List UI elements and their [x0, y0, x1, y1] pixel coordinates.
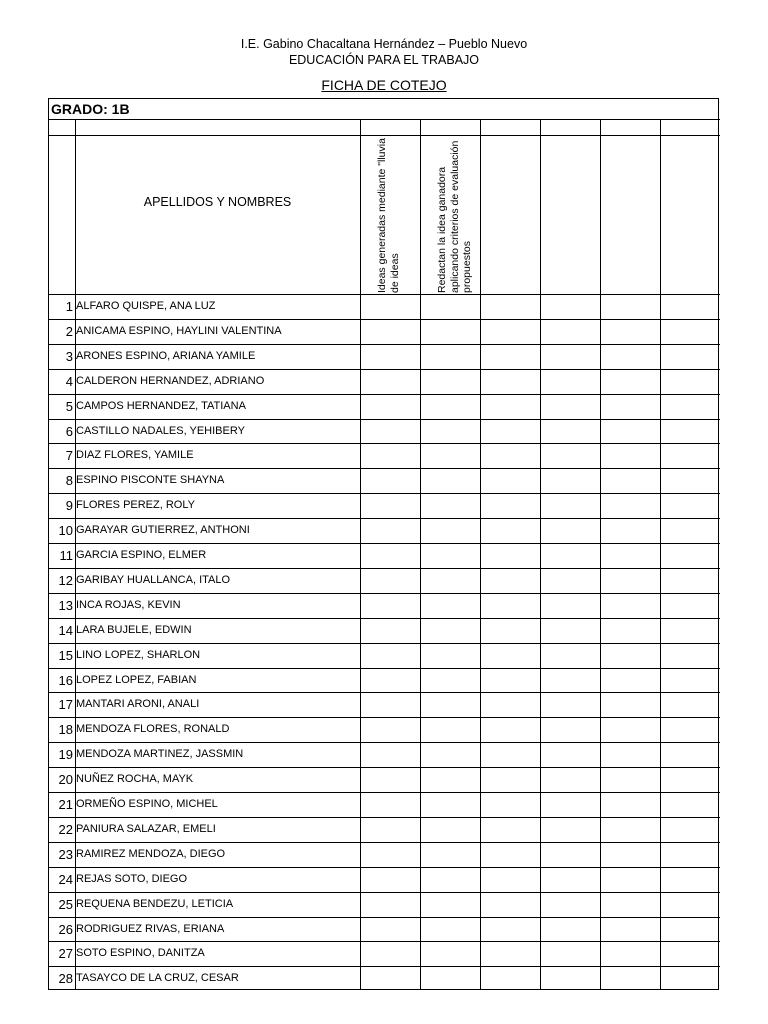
column-divider [600, 119, 601, 989]
student-name: FLORES PEREZ, ROLY [76, 499, 195, 512]
student-name: LOPEZ LOPEZ, FABIAN [76, 673, 197, 686]
student-name: MENDOZA FLORES, RONALD [76, 723, 230, 736]
row-number: 9 [65, 498, 73, 514]
grid-line [49, 119, 720, 120]
row-divider [49, 792, 720, 793]
row-divider [49, 842, 720, 843]
row-divider [49, 668, 720, 669]
criterion-text: Ideas generadas mediante "lluvia de ideas [376, 138, 401, 293]
row-divider [49, 369, 720, 370]
names-column-header: APELLIDOS Y NOMBRES [143, 195, 292, 209]
row-number: 5 [65, 398, 73, 414]
row-divider [49, 867, 720, 868]
row-divider [49, 493, 720, 494]
row-divider [49, 543, 720, 544]
row-divider [49, 692, 720, 693]
row-divider [49, 917, 720, 918]
student-name: REQUENA BENDEZU, LETICIA [76, 897, 234, 910]
criterion-header-2 [436, 137, 480, 293]
row-divider [49, 394, 720, 395]
row-divider [49, 344, 720, 345]
row-number: 8 [65, 473, 73, 489]
row-number: 26 [58, 921, 73, 937]
row-divider [49, 643, 720, 644]
column-divider [360, 119, 361, 989]
grid-line [49, 135, 720, 136]
student-name: ANICAMA ESPINO, HAYLINI VALENTINA [76, 324, 282, 337]
student-name: INCA ROJAS, KEVIN [76, 598, 181, 611]
row-divider [49, 941, 720, 942]
row-divider [49, 767, 720, 768]
student-name: SOTO ESPINO, DANITZA [76, 947, 205, 960]
criterion-header-4 [556, 137, 600, 293]
column-divider [480, 119, 481, 989]
row-number: 17 [58, 697, 73, 713]
column-divider [660, 119, 661, 989]
row-number: 21 [58, 797, 73, 812]
row-number: 1 [65, 299, 73, 314]
column-divider [420, 119, 421, 989]
student-name: TASAYCO DE LA CRUZ, CESAR [76, 972, 239, 985]
row-divider [49, 742, 720, 743]
student-name: RAMIREZ MENDOZA, DIEGO [76, 847, 226, 860]
criterion-header-3 [496, 137, 540, 293]
student-name: ESPINO PISCONTE SHAYNA [76, 474, 225, 487]
student-name: GARAYAR GUTIERREZ, ANTHONI [76, 524, 250, 537]
row-number: 10 [58, 523, 73, 539]
row-divider [49, 294, 720, 295]
student-name: LINO LOPEZ, SHARLON [76, 648, 201, 661]
row-divider [49, 443, 720, 444]
student-name: GARCIA ESPINO, ELMER [76, 549, 207, 561]
row-number: 12 [58, 572, 73, 588]
student-name: CASTILLO NADALES, YEHIBERY [76, 424, 245, 437]
checklist-table [48, 98, 719, 990]
row-divider [49, 618, 720, 619]
row-number: 13 [58, 597, 73, 613]
column-divider [540, 119, 541, 989]
student-name: ALFARO QUISPE, ANA LUZ [76, 300, 216, 312]
row-number: 15 [58, 647, 73, 663]
grade-label: GRADO: 1B [51, 101, 130, 117]
row-number: 27 [58, 946, 73, 962]
criterion-header-6 [676, 137, 720, 293]
student-name: DIAZ FLORES, YAMILE [76, 449, 194, 462]
row-number: 18 [58, 722, 73, 738]
row-number: 11 [59, 548, 73, 563]
row-number: 24 [58, 871, 73, 887]
row-number: 7 [65, 448, 73, 464]
student-name: ARONES ESPINO, ARIANA YAMILE [76, 349, 256, 362]
criterion-text: Redactan la idea ganadora aplicando criterios de evaluación propuestos [436, 140, 473, 293]
subject-name: EDUCACIÓN PARA EL TRABAJO [288, 53, 480, 67]
student-name: MENDOZA MARTINEZ, JASSMIN [76, 748, 244, 761]
row-number: 2 [65, 323, 73, 339]
row-number: 16 [58, 672, 73, 688]
row-number: 3 [65, 348, 73, 364]
row-number: 4 [65, 373, 73, 389]
student-name: RODRIGUEZ RIVAS, ERIANA [76, 922, 225, 935]
row-number: 23 [58, 846, 73, 862]
criterion-header-1 [376, 137, 420, 293]
row-number: 28 [58, 971, 73, 987]
row-divider [49, 892, 720, 893]
student-name: LARA BUJELE, EDWIN [76, 623, 192, 636]
row-number: 19 [58, 747, 73, 763]
row-number: 25 [58, 896, 73, 912]
row-number: 6 [65, 423, 73, 439]
criterion-header-5 [616, 137, 660, 293]
row-divider [49, 817, 720, 818]
row-divider [49, 568, 720, 569]
student-name: REJAS SOTO, DIEGO [76, 872, 188, 885]
row-divider [49, 717, 720, 718]
school-name: I.E. Gabino Chacaltana Hernández – Pueblo Nuevo [240, 37, 528, 51]
row-divider [49, 593, 720, 594]
student-name: CALDERON HERNANDEZ, ADRIANO [76, 374, 265, 387]
row-divider [49, 468, 720, 469]
row-divider [49, 319, 720, 320]
student-name: GARIBAY HUALLANCA, ITALO [76, 573, 231, 586]
student-name: ORMEÑO ESPINO, MICHEL [76, 798, 218, 810]
student-name: MANTARI ARONI, ANALI [76, 698, 200, 711]
document-title: FICHA DE COTEJO [321, 77, 447, 93]
row-number: 20 [58, 772, 73, 788]
row-divider [49, 419, 720, 420]
student-name: NUÑEZ ROCHA, MAYK [76, 773, 194, 786]
row-divider [49, 518, 720, 519]
row-divider [49, 966, 720, 967]
student-name: CAMPOS HERNANDEZ, TATIANA [76, 399, 246, 412]
student-name: PANIURA SALAZAR, EMELI [76, 822, 216, 835]
row-number: 14 [58, 622, 73, 638]
row-number: 22 [58, 821, 73, 837]
